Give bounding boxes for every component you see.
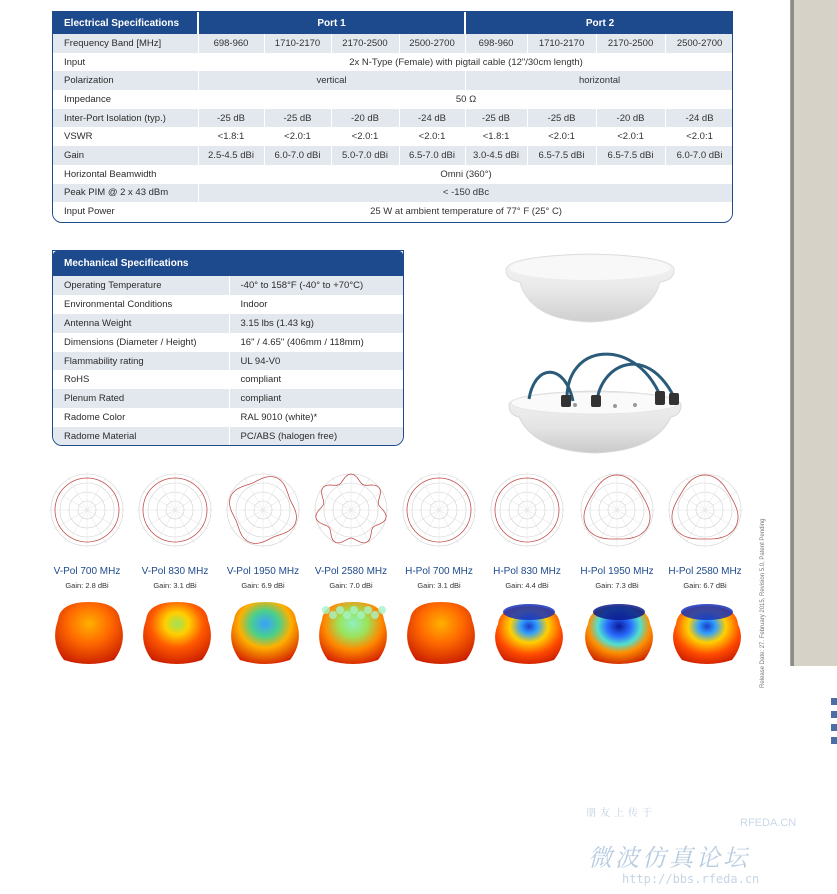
mechanical-row <box>53 295 403 314</box>
row-value: -25 dB <box>198 109 264 128</box>
electrical-row <box>53 202 733 221</box>
pattern-gain: Gain: 4.4 dBi <box>505 581 549 590</box>
electrical-header-row <box>53 12 733 34</box>
row-value: 1710-2170 <box>264 34 331 53</box>
polar-plot <box>661 466 749 554</box>
electrical-specifications-table <box>52 11 733 223</box>
pattern-label: V-Pol 2580 MHz <box>314 566 388 577</box>
row-value: 2170-2500 <box>331 34 399 53</box>
row-label: Operating Temperature <box>53 276 229 295</box>
row-label: VSWR <box>53 127 198 146</box>
row-value: 6.5-7.5 dBi <box>596 146 665 165</box>
row-value: 698-960 <box>198 34 264 53</box>
scroll-mark <box>831 698 837 705</box>
pattern-3d-plot <box>224 596 306 668</box>
pattern-3d-plot <box>488 596 570 668</box>
polar-plot <box>131 466 219 554</box>
row-label: Plenum Rated <box>53 389 229 408</box>
row-value: < -150 dBc <box>198 184 733 203</box>
row-label: RoHS <box>53 370 229 389</box>
row-label: Impedance <box>53 90 198 109</box>
viewer-strip-edge <box>791 0 794 666</box>
pattern-3d-plot <box>312 596 394 668</box>
radome-closed-image <box>500 250 680 325</box>
row-value: -25 dB <box>527 109 596 128</box>
pattern-gain: Gain: 7.0 dBi <box>329 581 373 590</box>
row-value: horizontal <box>465 71 733 90</box>
release-note-text: Release Date: 27. February 2015, Revision 5.0, Patent Pending <box>760 518 766 688</box>
electrical-row <box>53 184 733 203</box>
row-value: 5.0-7.0 dBi <box>331 146 399 165</box>
electrical-row <box>53 90 733 109</box>
electrical-row <box>53 146 733 165</box>
row-value: RAL 9010 (white)* <box>229 408 403 427</box>
row-value: 25 W at ambient temperature of 77° F (25° C) <box>198 202 733 221</box>
row-label: Environmental Conditions <box>53 295 229 314</box>
viewer-scroll-marks <box>831 698 837 754</box>
watermark-line-1: 朋友上传于 <box>586 808 656 819</box>
electrical-row <box>53 71 733 90</box>
row-value: 6.5-7.0 dBi <box>399 146 465 165</box>
pattern-3d-plot <box>48 596 130 668</box>
row-value: 16" / 4.65" (406mm / 118mm) <box>229 333 403 352</box>
row-label: Gain <box>53 146 198 165</box>
row-value: 6.0-7.0 dBi <box>665 146 733 165</box>
row-label: Polarization <box>53 71 198 90</box>
mechanical-row <box>53 389 403 408</box>
row-value: -25 dB <box>264 109 331 128</box>
row-value: <2.0:1 <box>596 127 665 146</box>
row-value: 6.0-7.0 dBi <box>264 146 331 165</box>
row-label: Frequency Band [MHz] <box>53 34 198 53</box>
watermark-brand: RFEDA.CN <box>740 817 797 829</box>
pattern-gain: Gain: 3.1 dBi <box>417 581 461 590</box>
electrical-row <box>53 34 733 53</box>
pattern-gain: Gain: 6.7 dBi <box>683 581 727 590</box>
row-label: Inter-Port Isolation (typ.) <box>53 109 198 128</box>
row-value: Indoor <box>229 295 403 314</box>
polar-plot <box>43 466 131 554</box>
pattern-label: V-Pol 830 MHz <box>141 566 209 577</box>
polar-plot <box>573 466 661 554</box>
pattern-gain: Gain: 3.1 dBi <box>153 581 197 590</box>
row-value: 2x N-Type (Female) with pigtail cable (12"/30cm length) <box>198 53 733 72</box>
pattern-gain: Gain: 6.9 dBi <box>241 581 285 590</box>
electrical-row <box>53 53 733 72</box>
polar-plot <box>219 466 307 554</box>
electrical-table-body <box>53 34 733 221</box>
polar-plot <box>307 466 395 554</box>
electrical-title: Electrical Specifications <box>53 12 198 34</box>
row-label: Radome Color <box>53 408 229 427</box>
pattern-gain: Gain: 2.8 dBi <box>65 581 109 590</box>
scroll-mark <box>831 737 837 744</box>
mechanical-specifications-table <box>52 250 404 446</box>
row-label: Peak PIM @ 2 x 43 dBm <box>53 184 198 203</box>
scroll-mark <box>831 711 837 718</box>
row-value: <2.0:1 <box>665 127 733 146</box>
row-value: <2.0:1 <box>264 127 331 146</box>
row-value: 6.5-7.5 dBi <box>527 146 596 165</box>
electrical-row <box>53 127 733 146</box>
mechanical-row <box>53 333 403 352</box>
mechanical-title: Mechanical Specifications <box>53 251 403 276</box>
row-value: Omni (360°) <box>198 165 733 184</box>
electrical-row <box>53 109 733 128</box>
row-value: compliant <box>229 370 403 389</box>
row-label: Dimensions (Diameter / Height) <box>53 333 229 352</box>
row-value: <1.8:1 <box>198 127 264 146</box>
row-value: 3.15 lbs (1.43 kg) <box>229 314 403 333</box>
pattern-label: H-Pol 2580 MHz <box>668 566 742 577</box>
row-value: 2170-2500 <box>596 34 665 53</box>
row-value: -20 dB <box>331 109 399 128</box>
pattern-label: H-Pol 700 MHz <box>405 566 473 577</box>
watermark-url: http://bbs.rfeda.cn <box>622 872 760 886</box>
watermark-line-2: 微波仿真论坛 <box>588 845 750 872</box>
row-value: UL 94-V0 <box>229 352 403 371</box>
pattern-label: H-Pol 1950 MHz <box>580 566 654 577</box>
pattern-3d-plot <box>578 596 660 668</box>
row-value: -40° to 158°F (-40° to +70°C) <box>229 276 403 295</box>
mechanical-row <box>53 427 403 446</box>
row-label: Antenna Weight <box>53 314 229 333</box>
pattern-3d-plot <box>136 596 218 668</box>
row-value: 3.0-4.5 dBi <box>465 146 527 165</box>
row-value: -24 dB <box>399 109 465 128</box>
pattern-label: V-Pol 700 MHz <box>53 566 121 577</box>
mechanical-row <box>53 370 403 389</box>
pattern-label: V-Pol 1950 MHz <box>226 566 300 577</box>
row-value: -24 dB <box>665 109 733 128</box>
pattern-3d-plot <box>400 596 482 668</box>
port-1-header: Port 1 <box>198 12 465 34</box>
row-label: Horizontal Beamwidth <box>53 165 198 184</box>
radome-open-with-cables-image <box>505 343 690 455</box>
viewer-side-strip <box>790 0 837 666</box>
row-value: 2.5-4.5 dBi <box>198 146 264 165</box>
row-label: Input Power <box>53 202 198 221</box>
row-value: -20 dB <box>596 109 665 128</box>
row-value: <1.8:1 <box>465 127 527 146</box>
row-label: Flammability rating <box>53 352 229 371</box>
port-2-header: Port 2 <box>465 12 733 34</box>
polar-plot <box>483 466 571 554</box>
row-value: 2500-2700 <box>399 34 465 53</box>
row-value: 50 Ω <box>198 90 733 109</box>
row-value: 1710-2170 <box>527 34 596 53</box>
row-value: 698-960 <box>465 34 527 53</box>
mechanical-row <box>53 352 403 371</box>
row-label: Input <box>53 53 198 72</box>
row-value: -25 dB <box>465 109 527 128</box>
row-value: <2.0:1 <box>399 127 465 146</box>
row-label: Radome Material <box>53 427 229 446</box>
pattern-gain: Gain: 7.3 dBi <box>595 581 639 590</box>
watermark <box>580 800 830 890</box>
row-value: 2500-2700 <box>665 34 733 53</box>
polar-plot <box>395 466 483 554</box>
row-value: compliant <box>229 389 403 408</box>
row-value: <2.0:1 <box>527 127 596 146</box>
electrical-row <box>53 165 733 184</box>
mechanical-row <box>53 408 403 427</box>
mechanical-row <box>53 276 403 295</box>
row-value: vertical <box>198 71 465 90</box>
mechanical-row <box>53 314 403 333</box>
row-value: PC/ABS (halogen free) <box>229 427 403 446</box>
scroll-mark <box>831 724 837 731</box>
row-value: <2.0:1 <box>331 127 399 146</box>
mechanical-table-body <box>53 276 403 446</box>
release-note <box>752 460 766 690</box>
pattern-label: H-Pol 830 MHz <box>493 566 561 577</box>
pattern-3d-plot <box>666 596 748 668</box>
